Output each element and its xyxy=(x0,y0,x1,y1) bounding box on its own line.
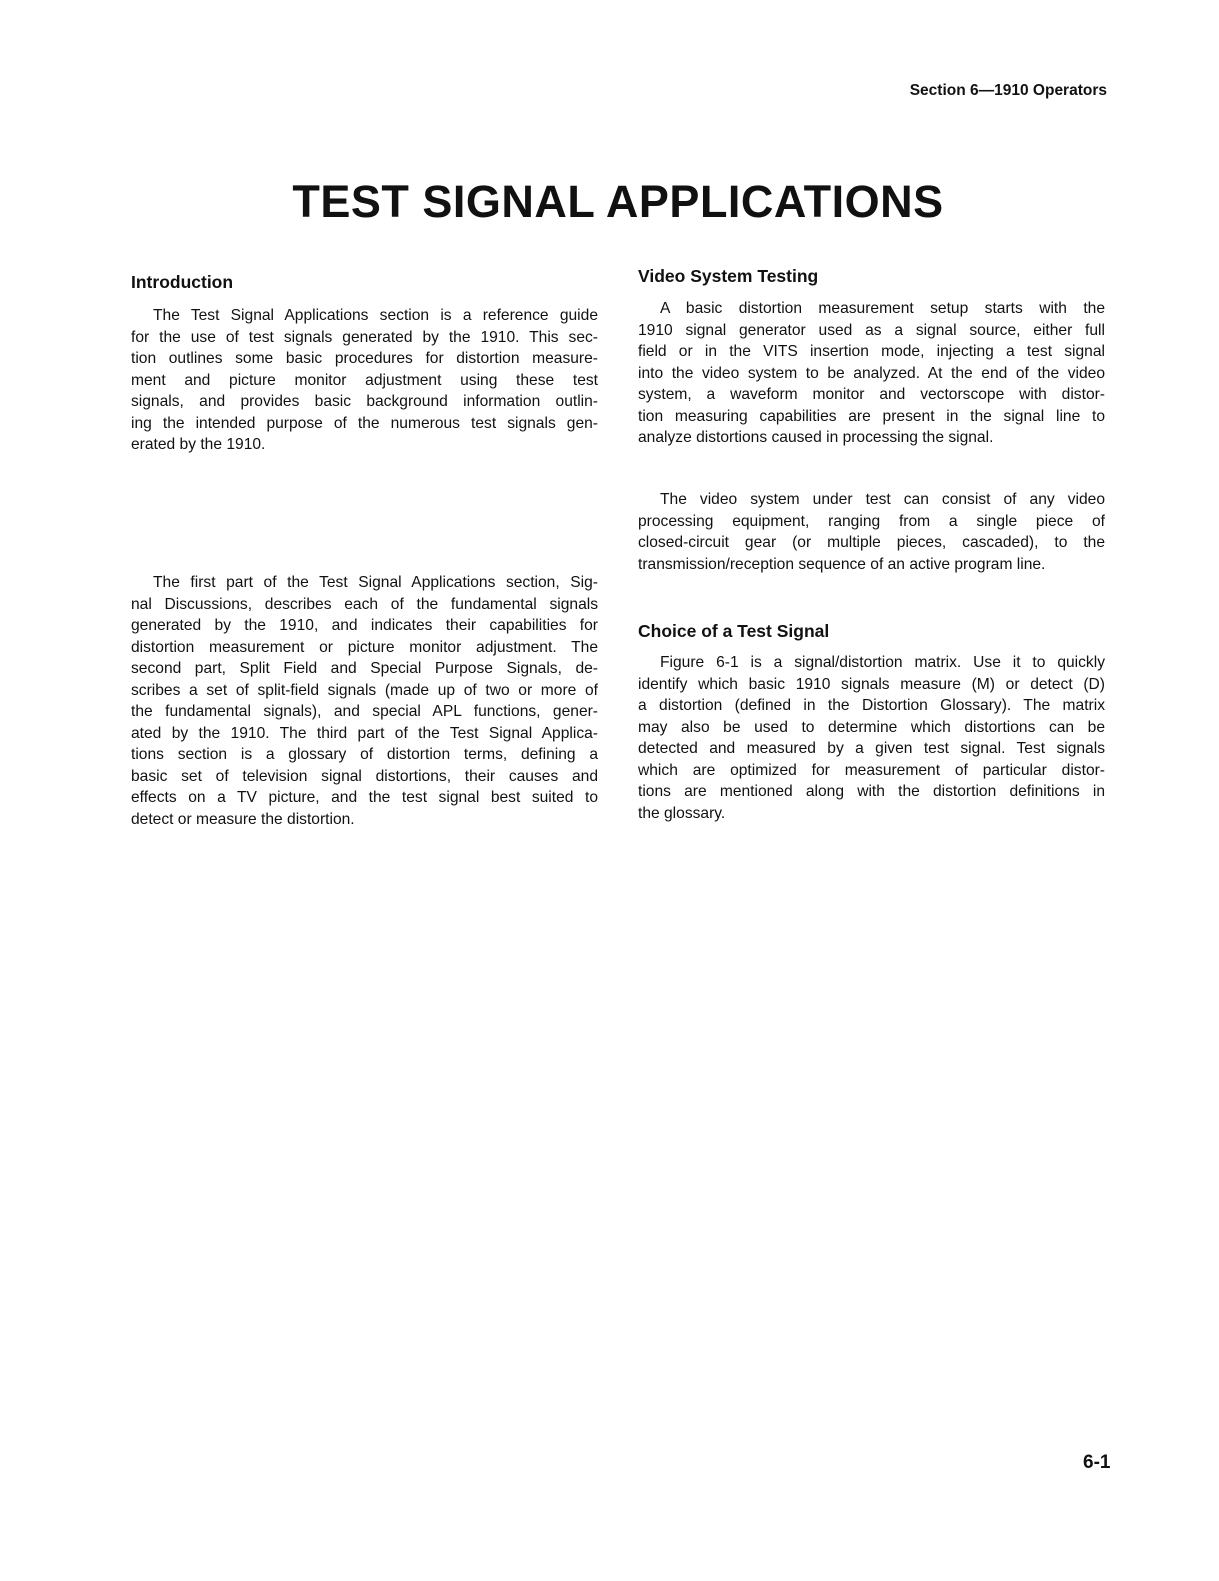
text-line: for the use of test signals generated by the 1910. This sec- xyxy=(131,328,598,346)
text-line: ment and picture monitor adjustment using these test xyxy=(131,371,598,389)
text-line: identify which basic 1910 signals measure (M) or detect (D) xyxy=(638,675,1105,693)
text-line: tion measuring capabilities are present in the signal line to xyxy=(638,407,1105,425)
video-system-testing-paragraph-2 xyxy=(638,489,1105,575)
text-line: detected and measured by a given test signal. Test signals xyxy=(638,740,1105,757)
text-line: distortion measurement or picture monitor adjustment. The xyxy=(131,638,598,656)
page-title: TEST SIGNAL APPLICATIONS xyxy=(292,176,944,227)
text-line: A basic distortion measurement setup starts with the xyxy=(660,300,1105,317)
text-line: nal Discussions, describes each of the fundamental signals xyxy=(131,595,598,613)
text-line: 1910 signal generator used as a signal source, either full xyxy=(638,321,1105,339)
text-line: The video system under test can consist of any video xyxy=(660,491,1105,508)
text-line: system, a waveform monitor and vectorscope with distor- xyxy=(638,386,1105,403)
text-line: second part, Split Field and Special Purpose Signals, de- xyxy=(131,660,598,677)
text-line: closed-circuit gear (or multiple pieces, cascaded), to the xyxy=(638,534,1105,551)
text-line: the fundamental signals), and special APL functions, gener- xyxy=(131,703,598,720)
video-system-testing-heading: Video System Testing xyxy=(638,266,819,286)
text-line: scribes a set of split-field signals (made up of two or more of xyxy=(131,681,598,699)
text-line: processing equipment, ranging from a single piece of xyxy=(638,512,1105,530)
page-number: 6-1 xyxy=(1083,1452,1111,1473)
text-line: ated by the 1910. The third part of the Test Signal Applica- xyxy=(131,724,598,742)
text-line: which are optimized for measurement of particular distor- xyxy=(638,761,1105,779)
text-line: into the video system to be analyzed. At the end of the video xyxy=(638,364,1105,382)
text-line: The Test Signal Applications section is a reference guide xyxy=(153,307,598,324)
text-line: detect or measure the distortion. xyxy=(131,810,355,828)
text-line: analyze distortions caused in processing the signal. xyxy=(638,429,994,446)
text-line: tions are mentioned along with the distortion definitions in xyxy=(638,783,1105,800)
text-line: may also be used to determine which distortions can be xyxy=(638,718,1105,736)
section-header: Section 6—1910 Operators xyxy=(909,82,1107,99)
text-line: tions section is a glossary of distortion terms, defining a xyxy=(131,746,598,763)
choice-of-test-signal-heading: Choice of a Test Signal xyxy=(638,621,830,641)
introduction-heading: Introduction xyxy=(131,272,234,292)
text-line: effects on a TV picture, and the test signal best suited to xyxy=(131,789,598,806)
text-line: Figure 6-1 is a signal/distortion matrix. Use it to quickly xyxy=(660,654,1105,671)
text-line: basic set of television signal distortions, their causes and xyxy=(131,767,598,785)
video-system-testing-paragraph-1 xyxy=(638,298,1105,449)
text-line: the glossary. xyxy=(638,804,726,822)
introduction-paragraph-1 xyxy=(131,305,598,456)
text-line: a distortion (defined in the Distortion Glossary). The matrix xyxy=(638,697,1105,714)
text-line: erated by the 1910. xyxy=(131,436,266,453)
text-line: field or in the VITS insertion mode, injecting a test signal xyxy=(638,343,1105,360)
text-line: The first part of the Test Signal Applications section, Sig- xyxy=(153,574,598,591)
text-line: generated by the 1910, and indicates their capabilities for xyxy=(131,617,598,634)
text-line: signals, and provides basic background information outlin- xyxy=(131,393,598,410)
text-line: tion outlines some basic procedures for distortion measure- xyxy=(131,350,598,367)
text-line: ing the intended purpose of the numerous test signals gen- xyxy=(131,414,598,432)
text-line: transmission/reception sequence of an active program line. xyxy=(638,555,1046,573)
introduction-paragraph-2 xyxy=(131,572,598,830)
choice-of-test-signal-paragraph xyxy=(638,652,1105,824)
